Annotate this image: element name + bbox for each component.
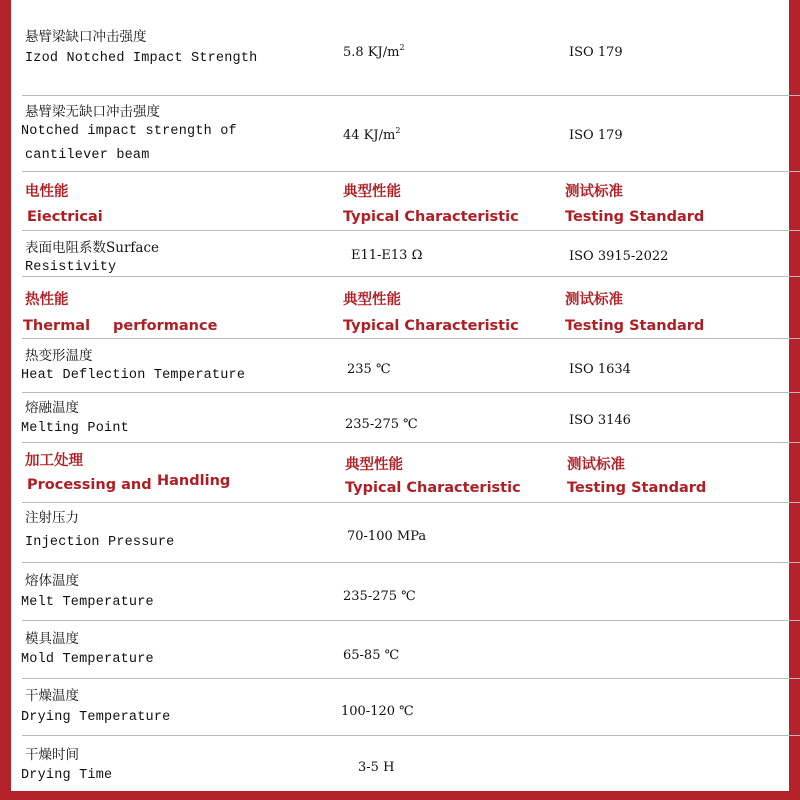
property-value (343, 128, 400, 144)
row-divider (22, 230, 800, 231)
row-divider (22, 678, 800, 679)
row-divider (22, 442, 800, 443)
section-title-zh: 加工处理 (25, 453, 83, 469)
test-standard: ISO 179 (569, 45, 623, 60)
property-value: 235-275 ℃ (345, 417, 418, 432)
test-standard: ISO 179 (569, 128, 623, 143)
property-name-en: Heat Deflection Temperature (21, 368, 246, 383)
property-value: 100-120 ℃ (341, 704, 414, 719)
section-col-header-zh: 典型性能 (345, 457, 403, 473)
test-standard: ISO 3915-2022 (569, 249, 669, 264)
property-name-zh: 表面电阻系数Surface (25, 240, 159, 256)
row-divider (22, 735, 800, 736)
section-col-header-en: Testing Standard (565, 318, 705, 334)
row-divider (22, 562, 800, 563)
property-name-zh: 热变形温度 (25, 348, 93, 364)
property-name-en: Mold Temperature (21, 652, 154, 667)
property-value: 235-275 ℃ (343, 589, 416, 604)
row-divider (22, 171, 800, 172)
row-divider (22, 392, 800, 393)
section-col-header-en: Testing Standard (565, 209, 705, 225)
row-divider (22, 95, 800, 96)
row-divider (22, 502, 800, 503)
section-col-header-en: Typical Characteristic (343, 209, 519, 225)
property-name-en: Melt Temperature (21, 595, 154, 610)
property-value: 235 ℃ (347, 362, 391, 377)
property-name-en: Izod Notched Impact Strength (25, 51, 258, 66)
row-divider (22, 338, 800, 339)
property-name-en: Notched impact strength of (21, 124, 237, 139)
property-name-en: Drying Time (21, 768, 113, 783)
property-name-zh: 注射压力 (25, 510, 79, 526)
property-name-zh: 悬臂梁无缺口冲击强度 (25, 104, 160, 120)
section-col-header-en: Typical Characteristic (343, 318, 519, 334)
section-title-en: Eiectricai (27, 209, 103, 225)
section-col-header-zh: 测试标准 (565, 292, 623, 308)
row-divider (22, 620, 800, 621)
value-text: 5.8 KJ/m (343, 45, 400, 60)
test-standard: ISO 3146 (569, 413, 631, 428)
section-title-en: Thermal (23, 318, 91, 334)
property-name-zh: 悬臂梁缺口冲击强度 (25, 29, 147, 45)
section-col-header-zh: 测试标准 (565, 184, 623, 200)
section-col-header-zh: 典型性能 (343, 184, 401, 200)
row-divider (22, 276, 800, 277)
property-value: 70-100 MPa (347, 529, 427, 544)
property-value (343, 45, 405, 61)
property-name-zh: 干燥温度 (25, 688, 79, 704)
value-text: 44 KJ/m (343, 128, 396, 143)
property-name-zh: 模具温度 (25, 631, 79, 647)
value-superscript: 2 (399, 43, 405, 52)
property-value: 65-85 ℃ (343, 648, 400, 663)
section-col-header-zh: 典型性能 (343, 292, 401, 308)
section-col-header-en: Testing Standard (567, 480, 707, 496)
property-name-en: cantilever beam (25, 148, 150, 163)
test-standard: ISO 1634 (569, 362, 631, 377)
section-title-zh: 电性能 (25, 184, 69, 200)
property-name-en: Resistivity (25, 260, 117, 275)
section-col-header-zh: 测试标准 (567, 457, 625, 473)
property-name-zh: 熔体温度 (25, 573, 79, 589)
section-title-zh: 热性能 (25, 292, 69, 308)
property-name-zh: 干燥时间 (25, 747, 79, 763)
property-name-zh: 熔融温度 (25, 400, 79, 416)
property-value: 3-5 H (358, 760, 395, 775)
value-superscript: 2 (395, 126, 401, 135)
property-name-en: Melting Point (21, 421, 129, 436)
section-col-header-en: Typical Characteristic (345, 480, 521, 496)
property-name-en: Drying Temperature (21, 710, 171, 725)
section-title-en: Handling (157, 473, 231, 489)
section-title-en: Processing and (27, 477, 152, 493)
property-name-en: Injection Pressure (25, 535, 175, 550)
property-value: E11-E13 Ω (351, 248, 423, 263)
section-title-en: performance (113, 318, 218, 334)
